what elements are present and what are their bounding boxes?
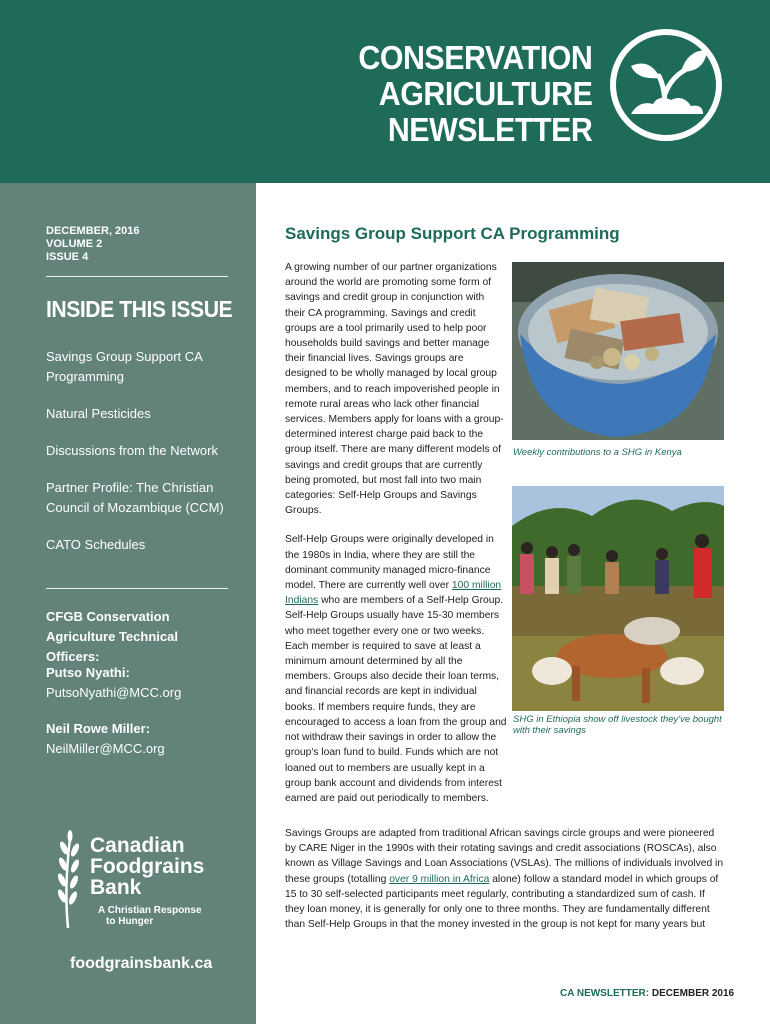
text-run: Savings Groups are adapted from traditional African savings circle groups and were pioneered by CARE Niger in the 1990s with their rotating savings and credit associations (ROSCAs), also known as Village Savings and Loan Associations (VSLAs). The millions of individuals involved in these groups (totalling xyxy=(285,828,724,885)
cfgb-logo-text xyxy=(90,835,204,898)
table-of-contents xyxy=(46,347,246,572)
tagline-line: A Christian Response xyxy=(98,905,202,916)
article-title: Savings Group Support CA Programming xyxy=(285,224,620,243)
photo-caption: SHG in Ethiopia show off livestock they've bought with their savings xyxy=(513,714,722,736)
toc-item[interactable]: Natural Pesticides xyxy=(46,406,151,421)
newsletter-title xyxy=(358,40,592,148)
article-column xyxy=(285,260,507,820)
photo-livestock xyxy=(512,486,724,711)
masthead xyxy=(0,0,770,183)
inside-title: INSIDE THIS ISSUE xyxy=(46,296,233,322)
cfgb-tagline xyxy=(98,905,202,927)
officer-name: Putso Nyathi: xyxy=(46,665,130,680)
issue-number: ISSUE 4 xyxy=(46,251,89,263)
title-line: NEWSLETTER xyxy=(387,111,592,148)
paragraph: A growing number of our partner organizations around the world are promoting some form of savings and credit group in conjunction with their CA programming. Savings and credit groups are a tool primarily used to help poor households build savings and better manage their financial lives. Savings groups are designed to be wholly managed by local group members, and to reach impoverished people in remote rural areas who lack other financial services. Members apply for loans with a group-determined interest charge paid back to the group itself. There are many different models of savings and credit groups that are currently being promoted, but most fall into two main categories: Self-Help Groups and Savings Groups. xyxy=(285,262,504,517)
tagline-line: to Hunger xyxy=(106,916,154,927)
text-run: Self-Help Groups were originally developed in the 1980s in India, where they are still the dominant community managed micro-finance model. There are currently well over xyxy=(285,534,494,592)
footer-label: CA NEWSLETTER: xyxy=(560,988,650,999)
issue-info xyxy=(46,225,140,264)
title-line: CONSERVATION xyxy=(357,39,592,76)
divider xyxy=(46,588,228,589)
toc-item[interactable]: Savings Group Support CA Programming xyxy=(46,349,203,384)
text-run: alone) follow a standard model in which groups of 15 to 30 self-selected participants meet regularly, contributing a standardized sum of cash. If they loan money, it is generally for only one to three months. They are fundamentally different than Self-Help Groups in that the money invested in the group is not kept for many years but xyxy=(285,873,719,931)
issue-volume: VOLUME 2 xyxy=(46,238,103,250)
issue-date: DECEMBER, 2016 xyxy=(46,225,140,237)
sprout-icon xyxy=(609,28,723,142)
africa-members-link[interactable]: over 9 million in Africa xyxy=(389,873,490,885)
footer-date: DECEMBER 2016 xyxy=(651,988,735,999)
officer-name: Neil Rowe Miller: xyxy=(46,721,151,736)
website-link[interactable]: foodgrainsbank.ca xyxy=(70,955,213,972)
officer-email[interactable]: NeilMiller@MCC.org xyxy=(46,741,165,756)
india-members-link[interactable]: 100 million Indians xyxy=(285,580,502,607)
photo-savings-bowl xyxy=(512,262,724,440)
title-line: AGRICULTURE xyxy=(378,75,592,112)
logo-line: Bank xyxy=(90,876,142,899)
officer-email[interactable]: PutsoNyathi@MCC.org xyxy=(46,685,182,700)
page-footer xyxy=(560,988,734,999)
toc-item[interactable]: CATO Schedules xyxy=(46,537,146,552)
toc-item[interactable]: Partner Profile: The Christian Council of Mozambique (CCM) xyxy=(46,480,224,515)
logo-line: Foodgrains xyxy=(90,855,205,878)
text-run: who are members of a Self-Help Group. Self-Help Groups usually have 15-30 members who meet together every one or two weeks. Each member is required to save at least a minimum amount determined by all the members. Groups also decide their loan terms, and financial records are kept in individual books. If members require funds, they are encouraged to access a loan from the group and not withdraw their savings in order to allow the group's loan fund to build. Funds which are not loaned out to members are usually kept in a group bank account and dividends from interest earned are paid out periodically to members. xyxy=(285,595,507,804)
logo-line: Canadian xyxy=(90,834,185,857)
sidebar xyxy=(0,183,256,1024)
paragraph xyxy=(285,532,507,806)
divider xyxy=(46,276,228,277)
officers-heading: CFGB Conservation Agriculture Technical Officers: xyxy=(46,609,178,664)
toc-item[interactable]: Discussions from the Network xyxy=(46,443,218,458)
article-full-width-text xyxy=(285,826,727,932)
photo-caption: Weekly contributions to a SHG in Kenya xyxy=(513,447,682,458)
